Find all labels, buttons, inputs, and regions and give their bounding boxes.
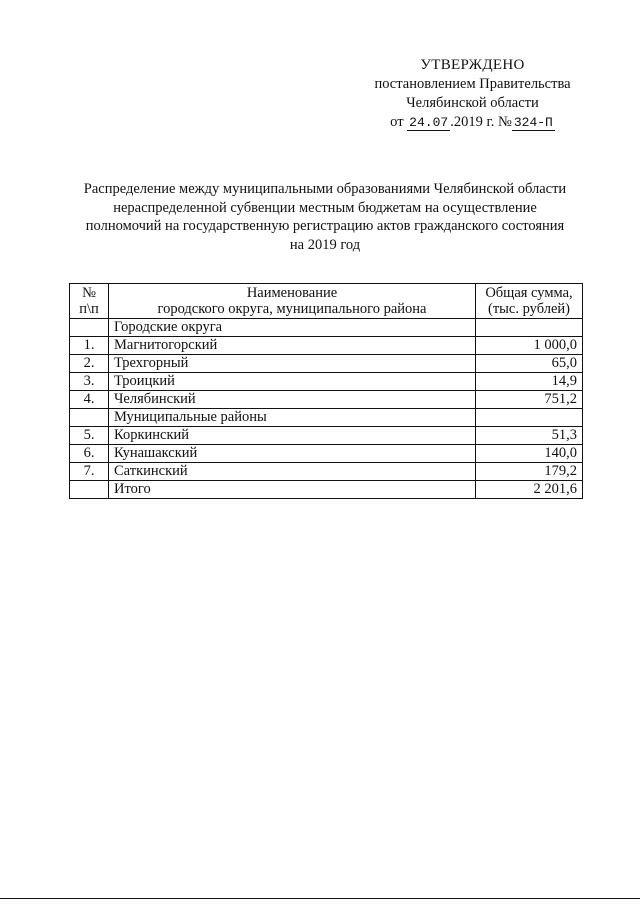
table-row: [70, 427, 583, 445]
table-row: [70, 337, 583, 355]
table-row: [70, 463, 583, 481]
cell-sum: 65,0: [476, 355, 583, 373]
page-bottom-border: [0, 898, 640, 899]
cell-number: 1.: [70, 337, 109, 355]
cell-name: Челябинский: [109, 391, 476, 409]
approval-date-value: 24.07: [409, 115, 449, 130]
cell-name: Коркинский: [109, 427, 476, 445]
distribution-table: [69, 283, 583, 499]
document-title: [70, 180, 580, 254]
approval-number: 324-П: [513, 115, 553, 130]
approval-line-1: постановлением Правительства: [374, 76, 571, 92]
table-header-row: [70, 284, 583, 319]
cell-number: 4.: [70, 391, 109, 409]
cell-name: Городские округа: [109, 319, 476, 337]
header-number: [70, 284, 109, 319]
table-row: [70, 409, 583, 427]
cell-number: 3.: [70, 373, 109, 391]
cell-number: [70, 319, 109, 337]
header-sum-line-1: Общая сумма,: [485, 285, 573, 301]
cell-sum: 51,3: [476, 427, 583, 445]
header-sum-line-2: (тыс. рублей): [488, 301, 570, 317]
header-name-line-1: Наименование: [246, 285, 338, 301]
table-row: [70, 319, 583, 337]
header-number-line-2: п\п: [79, 301, 99, 317]
approval-date-suffix: .2019 г. №: [450, 114, 512, 130]
table-row: [70, 355, 583, 373]
cell-number: [70, 481, 109, 499]
cell-sum: 751,2: [476, 391, 583, 409]
approval-date-line: [360, 113, 585, 132]
cell-sum: [476, 409, 583, 427]
header-sum: [476, 284, 583, 319]
approval-line-2: Челябинской области: [406, 95, 539, 111]
cell-name: Саткинский: [109, 463, 476, 481]
cell-name: Итого: [109, 481, 476, 499]
approval-stamp: [360, 56, 585, 132]
document-title-line: Распределение между муниципальными образованиями Челябинской области: [83, 181, 567, 197]
cell-name: Кунашакский: [109, 445, 476, 463]
cell-number: 2.: [70, 355, 109, 373]
header-number-line-1: №: [82, 285, 96, 301]
cell-name: Магнитогорский: [109, 337, 476, 355]
table-row: [70, 481, 583, 499]
approval-title: УТВЕРЖДЕНО: [420, 57, 525, 73]
cell-name: Троицкий: [109, 373, 476, 391]
cell-number: 5.: [70, 427, 109, 445]
header-name: [109, 284, 476, 319]
table-row: [70, 373, 583, 391]
approval-date-prefix: от: [390, 114, 404, 130]
cell-name: Трехгорный: [109, 355, 476, 373]
cell-sum: 2 201,6: [476, 481, 583, 499]
cell-name: Муниципальные районы: [109, 409, 476, 427]
cell-sum: 14,9: [476, 373, 583, 391]
document-title-line: нераспределенной субвенции местным бюджетам на осуществление: [113, 199, 537, 216]
cell-sum: 1 000,0: [476, 337, 583, 355]
table-row: [70, 445, 583, 463]
cell-number: [70, 409, 109, 427]
document-title-line: на 2019 год: [289, 236, 361, 253]
cell-number: 6.: [70, 445, 109, 463]
cell-sum: 140,0: [476, 445, 583, 463]
cell-number: 7.: [70, 463, 109, 481]
header-name-line-2: городского округа, муниципального района: [157, 301, 427, 317]
cell-sum: 179,2: [476, 463, 583, 481]
cell-sum: [476, 319, 583, 337]
table-row: [70, 391, 583, 409]
document-title-line: полномочий на государственную регистрацию актов гражданского состояния: [85, 218, 565, 234]
